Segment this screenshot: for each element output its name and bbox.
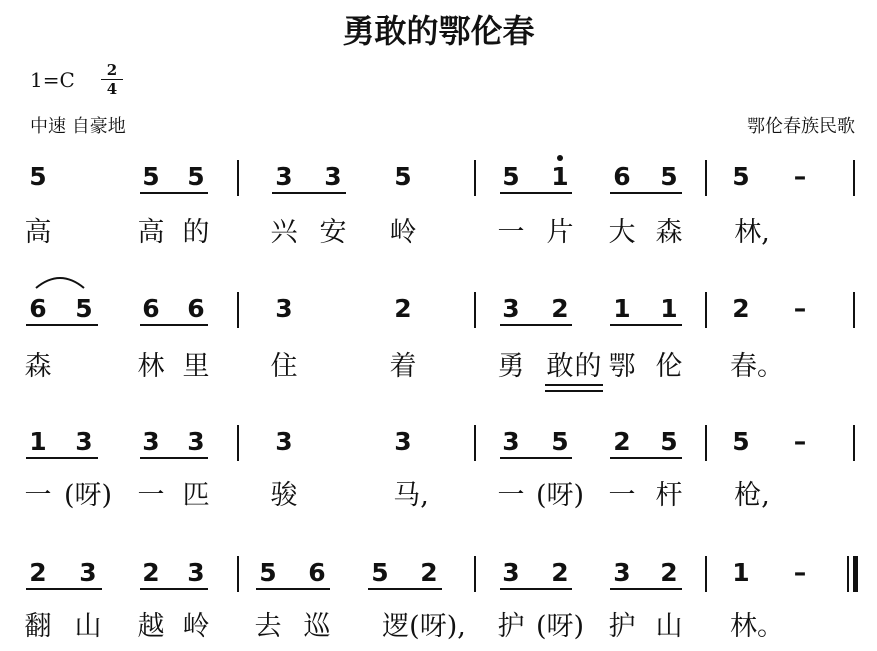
lyric: 大 (608, 217, 636, 248)
high-octave-dot (557, 155, 563, 161)
note: 2 (142, 558, 160, 587)
lyric: 枪, (734, 480, 770, 511)
eighth-beam (256, 588, 330, 590)
eighth-beam (26, 588, 102, 590)
note: 3 (502, 294, 520, 323)
bar-line (705, 160, 707, 196)
note: 3 (275, 427, 293, 456)
note: 2 (29, 558, 47, 587)
eighth-beam (500, 324, 572, 326)
lyric: 片 (546, 217, 574, 248)
lyric: 林 (137, 351, 165, 382)
note: 1 (613, 294, 631, 323)
note: 6 (308, 558, 326, 587)
note: 5 (660, 427, 678, 456)
eighth-beam (26, 457, 98, 459)
eighth-beam (500, 457, 572, 459)
note: 6 (613, 162, 631, 191)
song-title: 勇敢的鄂伦春 (342, 12, 535, 50)
lyric: 岭 (389, 217, 417, 248)
final-bar-line-thick (853, 556, 858, 592)
bar-line (237, 425, 239, 461)
lyric: 里 (182, 351, 210, 382)
lyric: 护 (497, 611, 525, 642)
note: 5 (75, 294, 93, 323)
note: 3 (275, 294, 293, 323)
lyric: 巡 (303, 611, 331, 642)
note: 1 (551, 162, 569, 191)
note: 5 (394, 162, 412, 191)
lyric: 一 (497, 480, 525, 511)
lyric: 敢 (546, 351, 574, 382)
eighth-beam (500, 588, 572, 590)
eighth-beam (368, 588, 442, 590)
lyric: 一 (608, 480, 636, 511)
eighth-beam (140, 588, 208, 590)
note: 6 (29, 294, 47, 323)
eighth-beam (610, 457, 682, 459)
bar-line (705, 425, 707, 461)
note: 3 (75, 427, 93, 456)
note: 5 (187, 162, 205, 191)
note: 3 (502, 427, 520, 456)
bar-line (474, 556, 476, 592)
eighth-beam (272, 192, 346, 194)
note: 2 (732, 294, 750, 323)
note: 5 (29, 162, 47, 191)
lyric: 安 (319, 217, 347, 248)
note: 3 (187, 427, 205, 456)
hold-dash: – (793, 162, 807, 191)
note: 2 (551, 558, 569, 587)
time-signature-top: 2 (106, 61, 118, 79)
eighth-beam (26, 324, 98, 326)
bar-line (237, 292, 239, 328)
lyric: 越 (137, 611, 165, 642)
lyric: 山 (74, 611, 102, 642)
lyric: 高 (137, 217, 165, 248)
time-signature-bottom: 4 (106, 80, 118, 98)
lyric: 春。 (730, 351, 784, 382)
lyric: 一 (137, 480, 165, 511)
note: 3 (187, 558, 205, 587)
bar-line (474, 160, 476, 196)
note: 2 (394, 294, 412, 323)
lyric: 住 (270, 351, 298, 382)
note: 3 (79, 558, 97, 587)
note: 3 (324, 162, 342, 191)
note: 5 (371, 558, 389, 587)
lyric: 岭 (182, 611, 210, 642)
lyric: 林, (734, 217, 770, 248)
bar-line (853, 160, 855, 196)
note: 3 (394, 427, 412, 456)
lyric: (呀) (63, 480, 113, 511)
eighth-beam (140, 192, 208, 194)
eighth-beam (140, 324, 208, 326)
lyric: 杆 (655, 480, 683, 511)
note: 3 (275, 162, 293, 191)
note: 1 (732, 558, 750, 587)
bar-line (474, 292, 476, 328)
lyric: 一 (497, 217, 525, 248)
eighth-beam (610, 324, 682, 326)
lyric: 去 (254, 611, 282, 642)
note: 2 (660, 558, 678, 587)
eighth-beam (610, 192, 682, 194)
time-signature (101, 62, 123, 97)
lyric: (呀) (535, 611, 585, 642)
lyric: 鄂 (608, 351, 636, 382)
hold-dash: – (793, 294, 807, 323)
note: 3 (142, 427, 160, 456)
lyric: 护 (608, 611, 636, 642)
note: 6 (142, 294, 160, 323)
lyric: 森 (655, 217, 683, 248)
lyric: 逻(呀), (382, 611, 466, 642)
hold-dash: – (793, 558, 807, 587)
lyric: 森 (24, 351, 52, 382)
note: 2 (613, 427, 631, 456)
bar-line (474, 425, 476, 461)
note: 5 (259, 558, 277, 587)
eighth-beam (140, 457, 208, 459)
note: 5 (142, 162, 160, 191)
lyric: 着 (389, 351, 417, 382)
tempo-marking: 中速 自豪地 (30, 116, 126, 137)
bar-line (853, 292, 855, 328)
lyric: 一 (24, 480, 52, 511)
bar-line (705, 556, 707, 592)
note: 5 (551, 427, 569, 456)
lyric: 兴 (270, 217, 298, 248)
lyric: 山 (655, 611, 683, 642)
hold-dash: – (793, 427, 807, 456)
eighth-beam (610, 588, 682, 590)
song-source: 鄂伦春族民歌 (747, 116, 855, 137)
bar-line (705, 292, 707, 328)
lyric: 林。 (730, 611, 784, 642)
note: 1 (660, 294, 678, 323)
lyric: 高 (24, 217, 52, 248)
bar-line (237, 556, 239, 592)
slur (34, 272, 86, 290)
lyric: 骏 (270, 480, 298, 511)
bar-line (853, 425, 855, 461)
lyric: (呀) (535, 480, 585, 511)
note: 5 (502, 162, 520, 191)
lyric: 勇 (497, 351, 525, 382)
note: 3 (502, 558, 520, 587)
lyric: 的 (574, 351, 602, 382)
double-underline (545, 384, 603, 392)
note: 5 (732, 162, 750, 191)
eighth-beam (500, 192, 572, 194)
note: 6 (187, 294, 205, 323)
note: 5 (660, 162, 678, 191)
note: 2 (551, 294, 569, 323)
note: 2 (420, 558, 438, 587)
bar-line (237, 160, 239, 196)
lyric: 的 (182, 217, 210, 248)
lyric: 伦 (655, 351, 683, 382)
final-bar-line-thin (847, 556, 849, 592)
key-signature: 1=C (30, 68, 75, 92)
note: 5 (732, 427, 750, 456)
note: 1 (29, 427, 47, 456)
lyric: 马, (393, 480, 429, 511)
lyric: 匹 (182, 480, 210, 511)
lyric: 翻 (24, 611, 52, 642)
note: 3 (613, 558, 631, 587)
